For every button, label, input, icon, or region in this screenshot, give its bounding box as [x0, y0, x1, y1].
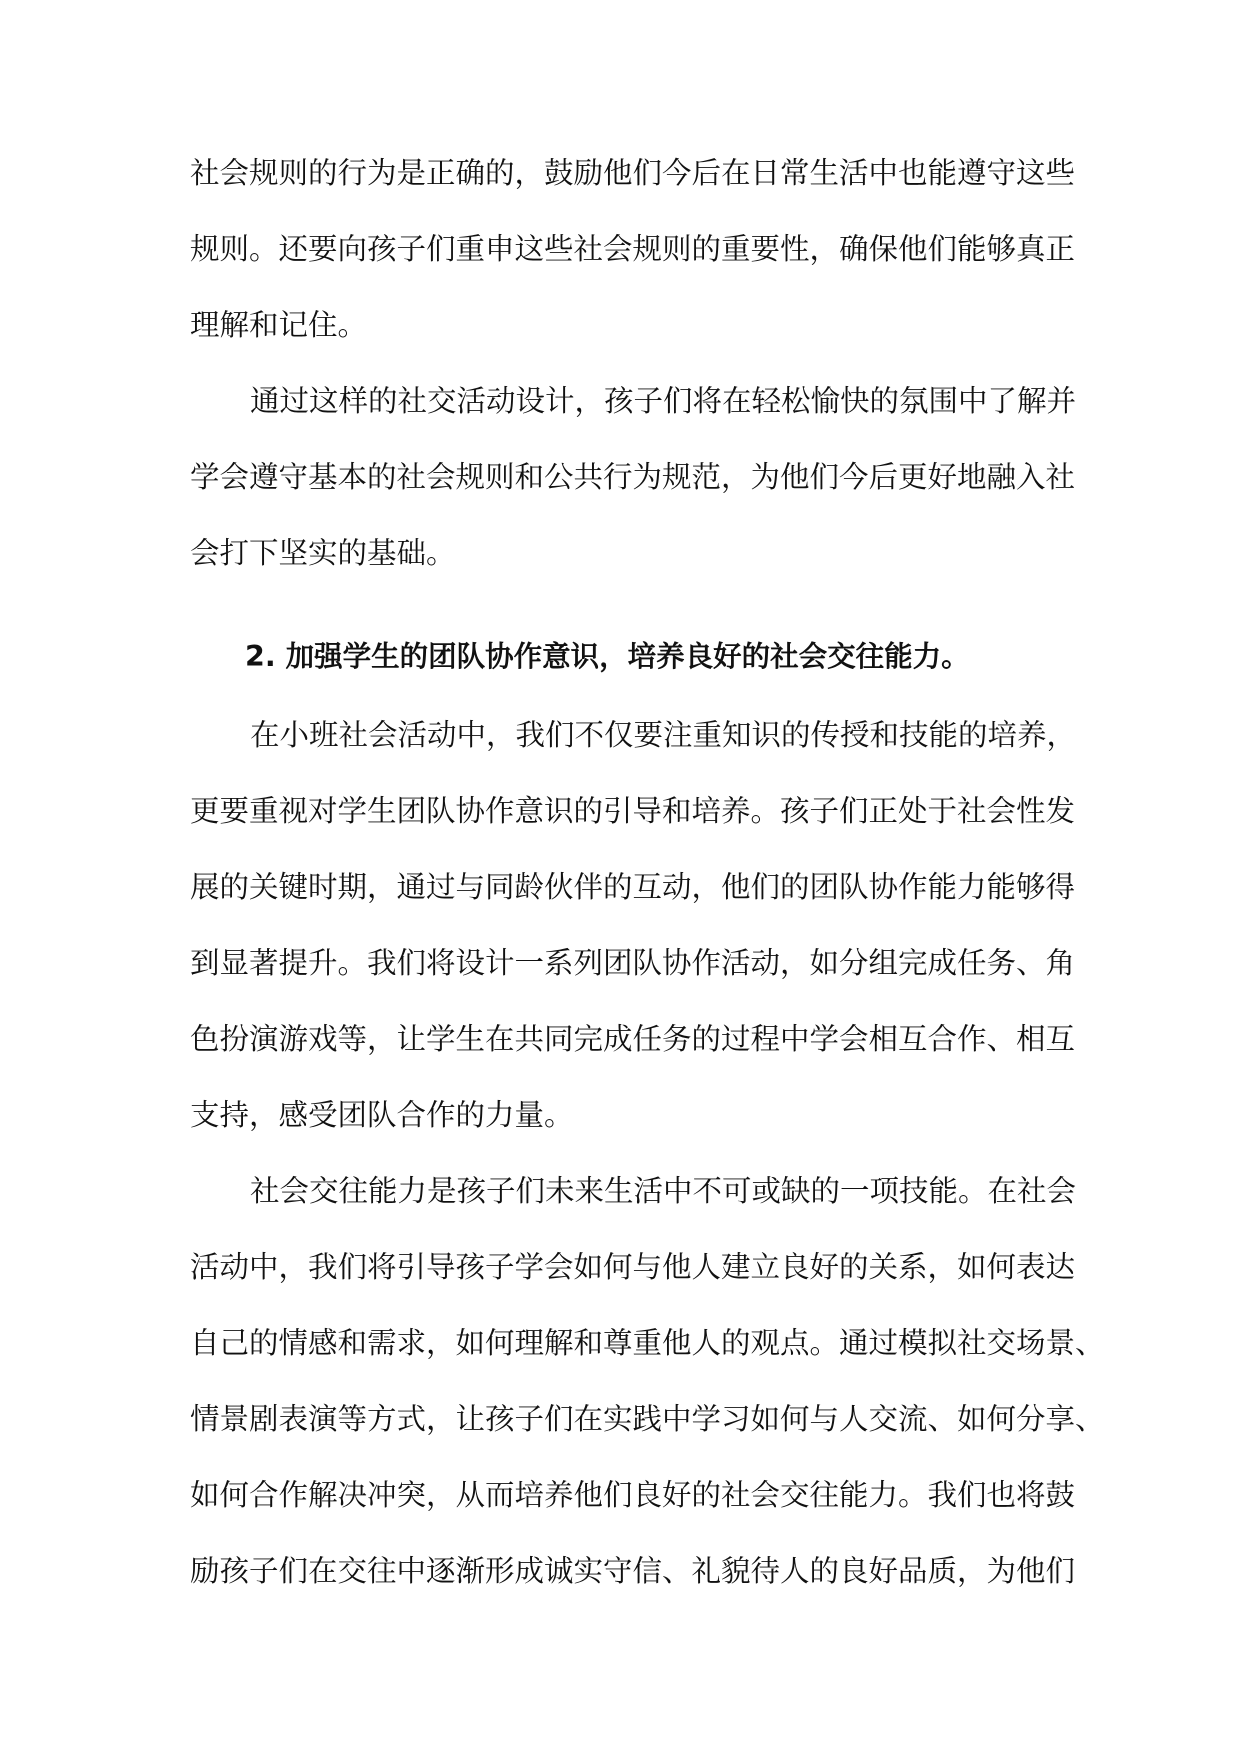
paragraph-line: 情景剧表演等方式，让孩子们在实践中学习如何与人交流、如何分享、	[190, 1402, 1105, 1436]
paragraph-line: 社会交往能力是孩子们未来生活中不可或缺的一项技能。在社会	[250, 1174, 1077, 1208]
paragraph-line: 活动中，我们将引导孩子学会如何与他人建立良好的关系，如何表达	[190, 1250, 1076, 1284]
paragraph-line: 理解和记住。	[190, 308, 368, 342]
paragraph-line: 展的关键时期，通过与同龄伙伴的互动，他们的团队协作能力能够得	[190, 870, 1076, 904]
paragraph-line: 到显著提升。我们将设计一系列团队协作活动，如分组完成任务、角	[190, 946, 1076, 980]
paragraph-line: 自己的情感和需求，如何理解和尊重他人的观点。通过模拟社交场景、	[190, 1326, 1105, 1360]
paragraph-line: 规则。还要向孩子们重申这些社会规则的重要性，确保他们能够真正	[190, 232, 1076, 266]
paragraph-line: 更要重视对学生团队协作意识的引导和培养。孩子们正处于社会性发	[190, 794, 1076, 828]
paragraph-line: 如何合作解决冲突，从而培养他们良好的社会交往能力。我们也将鼓	[190, 1478, 1076, 1512]
paragraph-line: 支持，感受团队合作的力量。	[190, 1098, 574, 1132]
paragraph-line: 会打下坚实的基础。	[190, 536, 456, 570]
paragraph-line: 在小班社会活动中，我们不仅要注重知识的传授和技能的培养，	[250, 718, 1077, 752]
paragraph-line: 社会规则的行为是正确的，鼓励他们今后在日常生活中也能遵守这些	[190, 156, 1076, 190]
paragraph-line: 通过这样的社交活动设计，孩子们将在轻松愉快的氛围中了解并	[250, 384, 1077, 418]
paragraph-line: 学会遵守基本的社会规则和公共行为规范，为他们今后更好地融入社	[190, 460, 1076, 494]
section-heading: 2. 加强学生的团队协作意识，培养良好的社会交往能力。	[245, 640, 970, 673]
paragraph-line: 励孩子们在交往中逐渐形成诚实守信、礼貌待人的良好品质，为他们	[190, 1554, 1076, 1588]
paragraph-line: 色扮演游戏等，让学生在共同完成任务的过程中学会相互合作、相互	[190, 1022, 1076, 1056]
